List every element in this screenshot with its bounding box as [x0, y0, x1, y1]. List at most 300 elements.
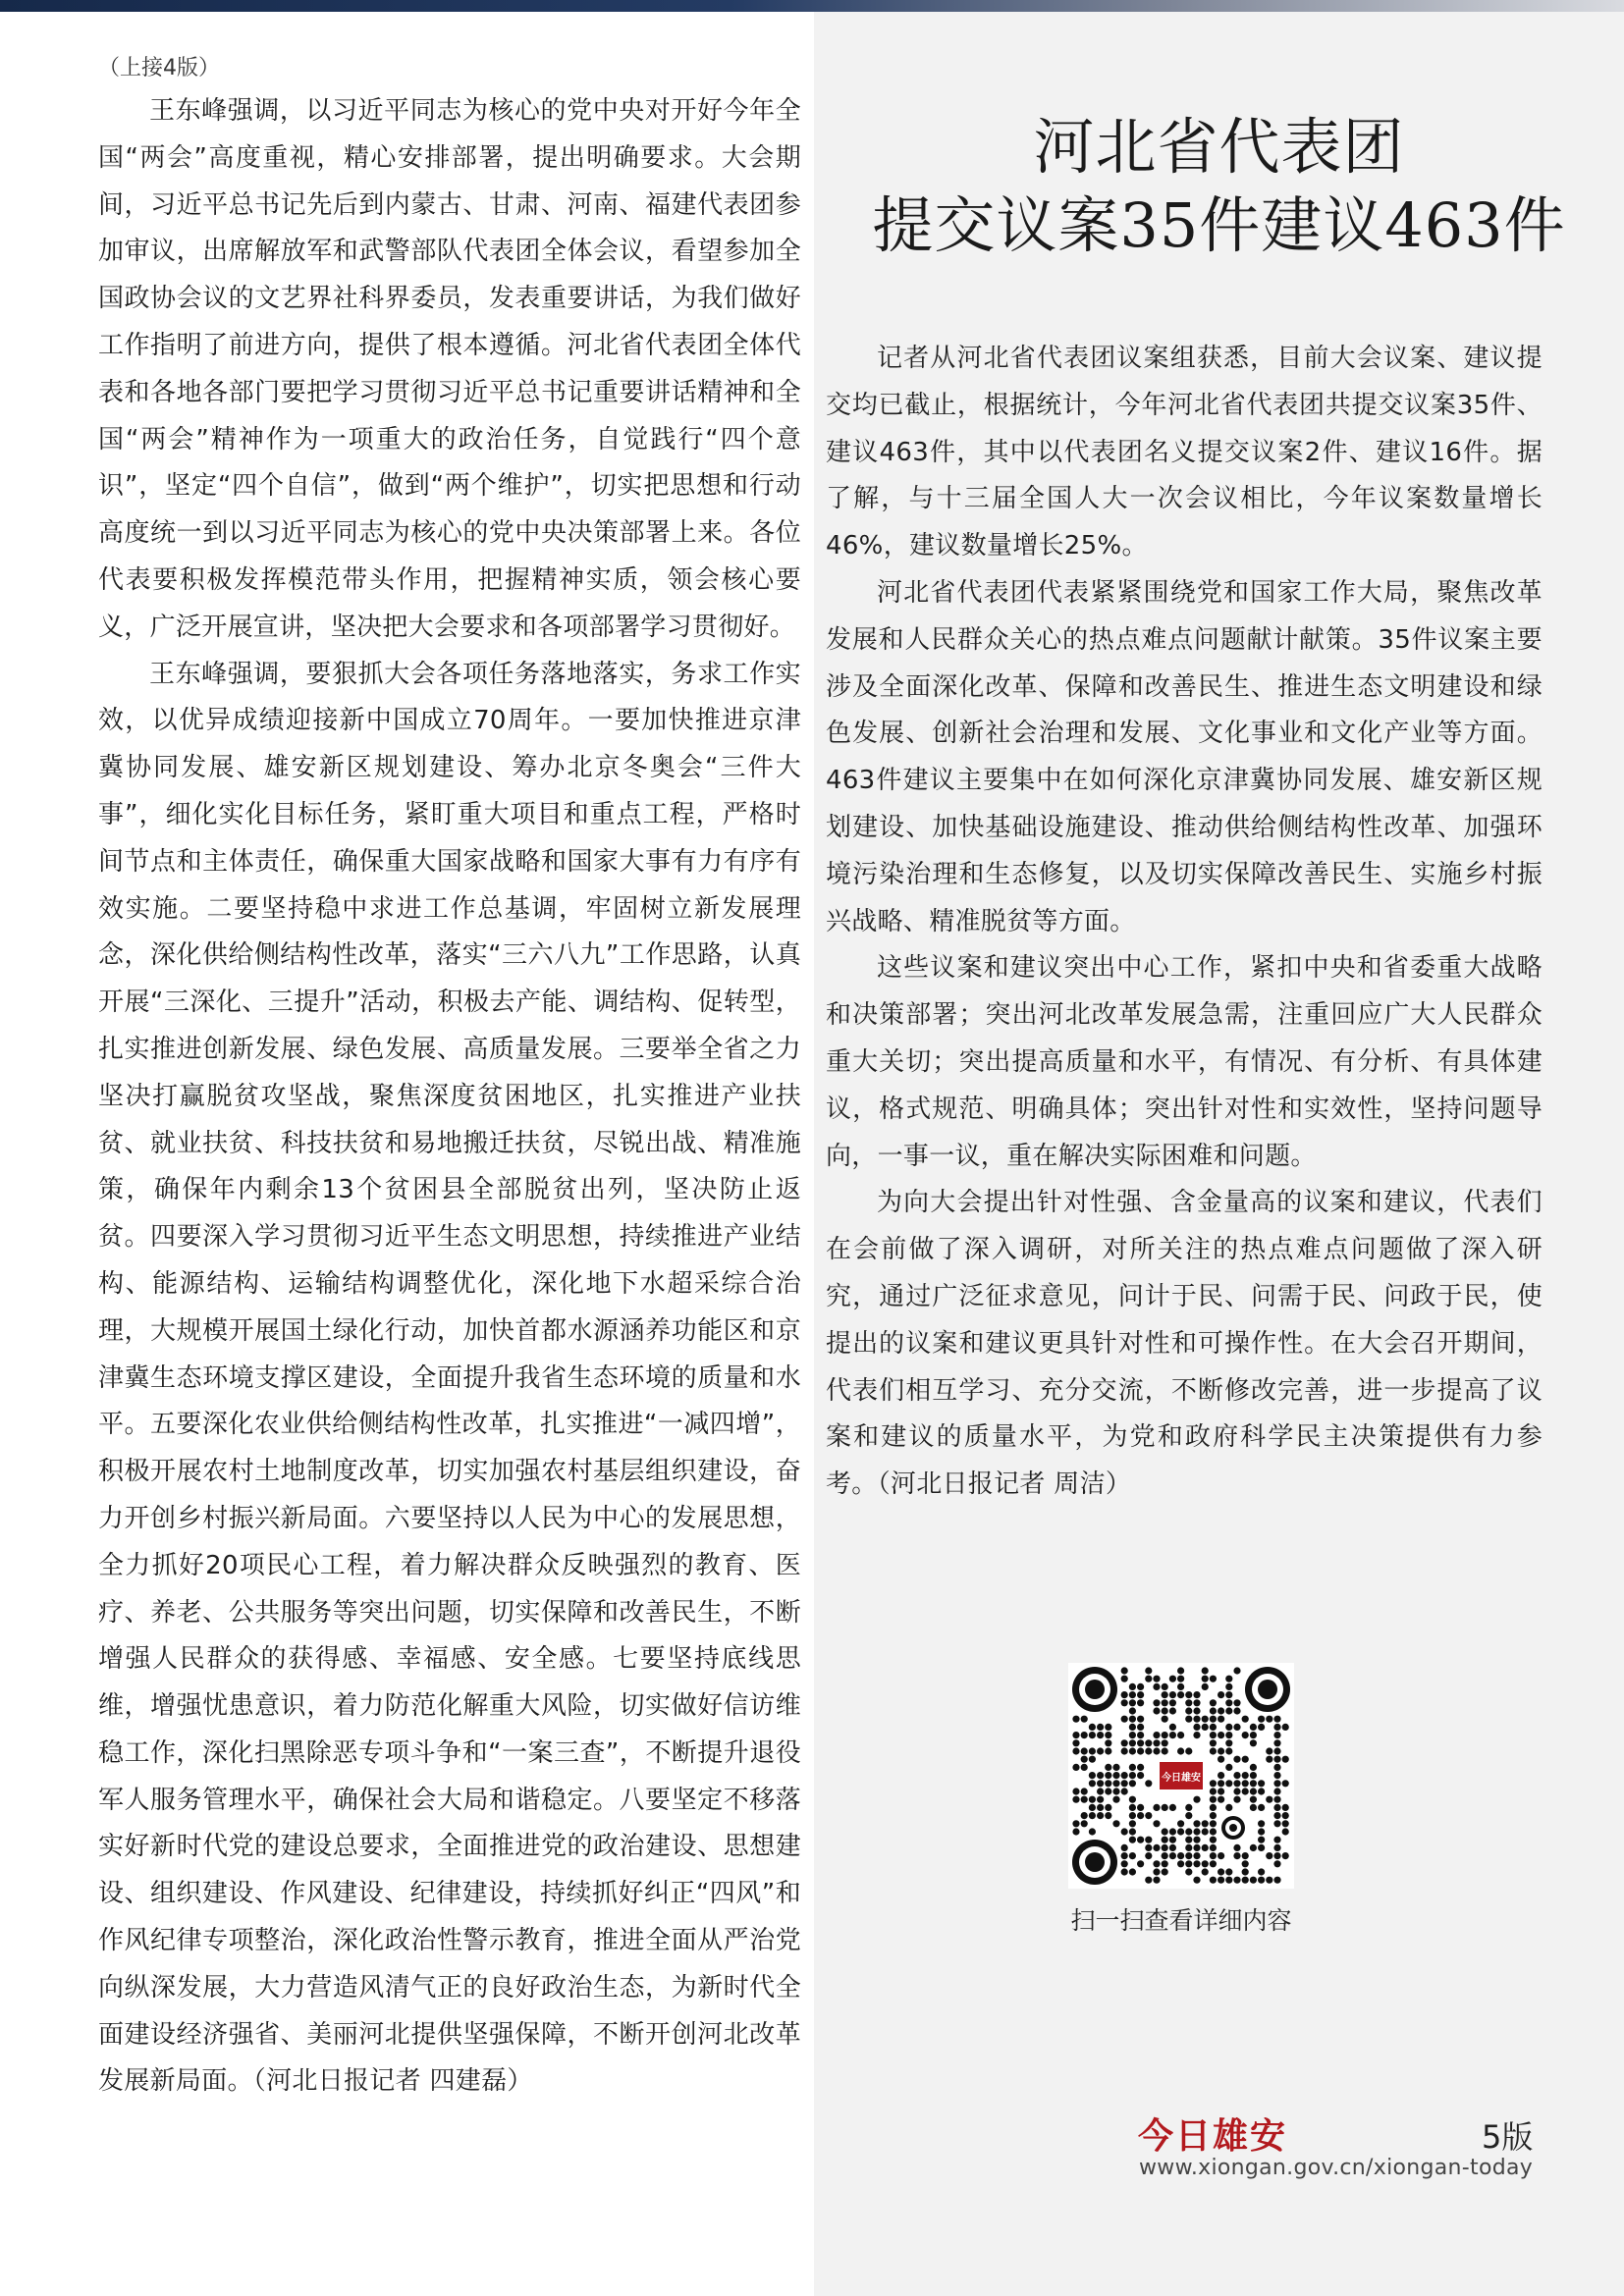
qr-module-dot: [1210, 1732, 1217, 1738]
right-paragraph-4: 为向大会提出针对性强、含金量高的议案和建议，代表们在会前做了深入调研，对所关注的热点难点问题做了深入研究，通过广泛征求意见，问计于民、问需于民、问政于民，使提出的议案和建议更具针对性和可操作性。在大会召开期间，代表们相互学习、充分交流，不断修改完善，进一步提高了议案和建议的质量水平，为党和政府科学民主决策提供有力参考。（河北日报记者 周洁）: [826, 1188, 1543, 1500]
qr-module-dot: [1273, 1812, 1280, 1819]
qr-module-dot: [1210, 1796, 1217, 1803]
qr-module-dot: [1129, 1828, 1136, 1835]
qr-module-dot: [1193, 1852, 1200, 1859]
qr-module-dot: [1210, 1820, 1217, 1827]
qr-module-dot: [1185, 1828, 1192, 1835]
qr-module-dot: [1097, 1780, 1104, 1787]
qr-module-dot: [1145, 1844, 1152, 1851]
qr-module-dot: [1218, 1691, 1224, 1698]
qr-module-dot: [1242, 1868, 1249, 1875]
qr-module-dot: [1193, 1828, 1200, 1835]
qr-module-dot: [1210, 1837, 1217, 1843]
right-article-panel: [814, 12, 1624, 2296]
qr-module-dot: [1242, 1788, 1249, 1794]
qr-module-dot: [1121, 1667, 1128, 1674]
qr-module-dot: [1112, 1820, 1119, 1827]
qr-module-dot: [1225, 1877, 1232, 1884]
qr-module-dot: [1162, 1691, 1168, 1698]
qr-module-dot: [1121, 1716, 1128, 1723]
qr-module-dot: [1177, 1691, 1184, 1698]
qr-module-dot: [1121, 1844, 1128, 1851]
qr-module-dot: [1193, 1877, 1200, 1884]
qr-module-dot: [1072, 1820, 1079, 1827]
qr-module-dot: [1137, 1837, 1144, 1843]
qr-module-dot: [1210, 1739, 1217, 1746]
qr-module-dot: [1089, 1804, 1096, 1811]
qr-module-dot: [1185, 1837, 1192, 1843]
right-paragraph-1: 记者从河北省代表团议案组获悉，目前大会议案、建议提交均已截止，根据统计，今年河北省代表团共提交议案35件、建议463件，其中以代表团名义提交议案2件、建议16件。据了解，与十三届全国人大一次会议相比，今年议案数量增长46%，建议数量增长25%。: [826, 344, 1543, 561]
qr-module-dot: [1177, 1732, 1184, 1738]
qr-module-dot: [1218, 1732, 1224, 1738]
qr-module-dot: [1081, 1716, 1088, 1723]
qr-module-dot: [1145, 1747, 1152, 1754]
qr-module-dot: [1233, 1788, 1240, 1794]
qr-module-dot: [1258, 1716, 1265, 1723]
qr-module-dot: [1193, 1732, 1200, 1738]
qr-module-dot: [1202, 1844, 1209, 1851]
qr-module-dot: [1273, 1724, 1280, 1731]
qr-module-dot: [1193, 1716, 1200, 1723]
qr-alignment-mark: [1221, 1816, 1245, 1840]
qr-module-dot: [1225, 1683, 1232, 1690]
qr-module-dot: [1089, 1732, 1096, 1738]
qr-code-graphic: [1068, 1663, 1294, 1889]
qr-module-dot: [1273, 1804, 1280, 1811]
headline-line-2: 提交议案35件建议463件: [872, 189, 1566, 261]
qr-module-dot: [1273, 1772, 1280, 1779]
qr-module-dot: [1218, 1716, 1224, 1723]
left-paragraph-1: 王东峰强调，以习近平同志为核心的党中央对开好今年全国“两会”高度重视，精心安排部署，提出明确要求。大会期间，习近平总书记先后到内蒙古、甘肃、河南、福建代表团参加审议，出席解放军和武警部队代表团全体会议，看望参加全国政协会议的文艺界社科界委员，发表重要讲话，为我们做好工作指明了前进方向，提供了根本遵循。河北省代表团全体代表和各地各部门要把学习贯彻习近平总书记重要讲话精神和全国“两会”精神作为一项重大的政治任务，自觉践行“四个意识”，坚定“四个自信”，做到“两个维护”，切实把思想和行动高度统一到以习近平同志为核心的党中央决策部署上来。各位代表要积极发挥模范带头作用，把握精神实质，领会核心要义，广泛开展宣讲，坚决把大会要求和各项部署学习贯彻好。: [98, 96, 801, 642]
qr-module-dot: [1145, 1812, 1152, 1819]
qr-module-dot: [1193, 1691, 1200, 1698]
qr-module-dot: [1193, 1844, 1200, 1851]
left-article-column: [98, 51, 801, 2106]
qr-module-dot: [1145, 1780, 1152, 1787]
qr-module-dot: [1210, 1852, 1217, 1859]
qr-module-dot: [1162, 1804, 1168, 1811]
qr-module-dot: [1145, 1676, 1152, 1682]
qr-module-dot: [1097, 1812, 1104, 1819]
qr-module-dot: [1105, 1804, 1111, 1811]
qr-module-dot: [1097, 1804, 1104, 1811]
qr-module-dot: [1202, 1828, 1209, 1835]
qr-module-dot: [1105, 1724, 1111, 1731]
qr-module-dot: [1273, 1716, 1280, 1723]
qr-module-dot: [1273, 1739, 1280, 1746]
qr-module-dot: [1193, 1724, 1200, 1731]
qr-module-dot: [1233, 1667, 1240, 1674]
qr-module-dot: [1112, 1772, 1119, 1779]
qr-module-dot: [1225, 1868, 1232, 1875]
qr-module-dot: [1218, 1756, 1224, 1763]
qr-module-dot: [1162, 1683, 1168, 1690]
qr-module-dot: [1210, 1724, 1217, 1731]
qr-module-dot: [1273, 1877, 1280, 1884]
qr-module-dot: [1105, 1739, 1111, 1746]
qr-module-dot: [1185, 1812, 1192, 1819]
qr-module-dot: [1153, 1732, 1160, 1738]
qr-module-dot: [1162, 1707, 1168, 1714]
qr-module-dot: [1258, 1868, 1265, 1875]
qr-module-dot: [1072, 1828, 1079, 1835]
qr-module-dot: [1242, 1860, 1249, 1867]
qr-module-dot: [1112, 1788, 1119, 1794]
qr-finder-top-right: [1245, 1667, 1290, 1712]
qr-module-dot: [1258, 1780, 1265, 1787]
qr-module-dot: [1258, 1820, 1265, 1827]
qr-module-dot: [1185, 1868, 1192, 1875]
qr-module-dot: [1162, 1732, 1168, 1738]
qr-module-dot: [1137, 1739, 1144, 1746]
qr-module-dot: [1129, 1683, 1136, 1690]
qr-module-dot: [1153, 1683, 1160, 1690]
qr-module-dot: [1105, 1780, 1111, 1787]
qr-module-dot: [1202, 1683, 1209, 1690]
qr-module-dot: [1266, 1756, 1272, 1763]
qr-module-dot: [1153, 1804, 1160, 1811]
qr-module-dot: [1177, 1828, 1184, 1835]
qr-module-dot: [1218, 1780, 1224, 1787]
qr-module-dot: [1282, 1812, 1289, 1819]
qr-module-dot: [1210, 1699, 1217, 1706]
qr-module-dot: [1202, 1820, 1209, 1827]
qr-module-dot: [1250, 1780, 1257, 1787]
qr-module-dot: [1225, 1804, 1232, 1811]
qr-module-dot: [1121, 1739, 1128, 1746]
qr-module-dot: [1177, 1747, 1184, 1754]
qr-module-dot: [1266, 1877, 1272, 1884]
qr-module-dot: [1177, 1667, 1184, 1674]
qr-module-dot: [1242, 1716, 1249, 1723]
qr-module-dot: [1121, 1772, 1128, 1779]
right-paragraph-3: 这些议案和建议突出中心工作，紧扣中央和省委重大战略和决策部署；突出河北改革发展急需，注重回应广大人民群众重大关切；突出提高质量和水平，有情况、有分析、有具体建议，格式规范、明确具体；突出针对性和实效性，坚持问题导向，一事一议，重在解决实际困难和问题。: [826, 953, 1543, 1171]
qr-module-dot: [1233, 1772, 1240, 1779]
qr-module-dot: [1169, 1732, 1176, 1738]
qr-module-dot: [1273, 1764, 1280, 1771]
qr-module-dot: [1153, 1676, 1160, 1682]
qr-module-dot: [1185, 1804, 1192, 1811]
qr-module-dot: [1169, 1707, 1176, 1714]
qr-module-dot: [1129, 1868, 1136, 1875]
qr-module-dot: [1137, 1699, 1144, 1706]
qr-module-dot: [1145, 1877, 1152, 1884]
qr-module-dot: [1282, 1852, 1289, 1859]
qr-module-dot: [1121, 1747, 1128, 1754]
top-color-bar: [0, 0, 1624, 12]
qr-module-dot: [1129, 1837, 1136, 1843]
qr-module-dot: [1137, 1716, 1144, 1723]
qr-module-dot: [1129, 1796, 1136, 1803]
qr-module-dot: [1162, 1828, 1168, 1835]
qr-module-dot: [1145, 1667, 1152, 1674]
qr-module-dot: [1185, 1852, 1192, 1859]
qr-module-dot: [1250, 1804, 1257, 1811]
qr-module-dot: [1250, 1764, 1257, 1771]
qr-module-dot: [1210, 1844, 1217, 1851]
qr-module-dot: [1225, 1707, 1232, 1714]
qr-module-dot: [1250, 1844, 1257, 1851]
qr-module-dot: [1105, 1732, 1111, 1738]
qr-module-dot: [1218, 1772, 1224, 1779]
qr-module-dot: [1153, 1868, 1160, 1875]
qr-module-dot: [1266, 1747, 1272, 1754]
qr-module-dot: [1273, 1788, 1280, 1794]
qr-module-dot: [1129, 1852, 1136, 1859]
qr-module-dot: [1233, 1796, 1240, 1803]
qr-module-dot: [1242, 1780, 1249, 1787]
qr-module-dot: [1225, 1724, 1232, 1731]
qr-module-dot: [1225, 1699, 1232, 1706]
qr-module-dot: [1089, 1780, 1096, 1787]
qr-module-dot: [1258, 1877, 1265, 1884]
qr-module-dot: [1162, 1852, 1168, 1859]
qr-module-dot: [1185, 1747, 1192, 1754]
website-url[interactable]: www.xiongan.gov.cn/xiongan-today: [1139, 2156, 1534, 2180]
qr-module-dot: [1169, 1699, 1176, 1706]
qr-module-dot: [1210, 1828, 1217, 1835]
qr-module-dot: [1273, 1732, 1280, 1738]
qr-module-dot: [1081, 1812, 1088, 1819]
continuation-note: （上接4版）: [98, 56, 220, 80]
qr-module-dot: [1162, 1747, 1168, 1754]
qr-center-logo: [1157, 1759, 1206, 1792]
qr-module-dot: [1233, 1780, 1240, 1787]
qr-module-dot: [1210, 1780, 1217, 1787]
qr-module-dot: [1193, 1796, 1200, 1803]
qr-module-dot: [1153, 1820, 1160, 1827]
qr-module-dot: [1273, 1780, 1280, 1787]
qr-module-dot: [1137, 1772, 1144, 1779]
qr-module-dot: [1169, 1828, 1176, 1835]
qr-module-dot: [1218, 1868, 1224, 1875]
qr-module-dot: [1089, 1747, 1096, 1754]
qr-module-dot: [1242, 1756, 1249, 1763]
qr-module-dot: [1273, 1756, 1280, 1763]
qr-module-dot: [1185, 1707, 1192, 1714]
qr-module-dot: [1112, 1796, 1119, 1803]
qr-module-dot: [1273, 1820, 1280, 1827]
qr-module-dot: [1233, 1844, 1240, 1851]
qr-module-dot: [1137, 1804, 1144, 1811]
qr-module-dot: [1081, 1820, 1088, 1827]
qr-module-dot: [1129, 1804, 1136, 1811]
qr-module-dot: [1105, 1788, 1111, 1794]
qr-module-dot: [1129, 1732, 1136, 1738]
qr-module-dot: [1072, 1716, 1079, 1723]
qr-module-dot: [1258, 1844, 1265, 1851]
qr-module-dot: [1273, 1852, 1280, 1859]
qr-module-dot: [1210, 1877, 1217, 1884]
qr-module-dot: [1242, 1732, 1249, 1738]
qr-module-dot: [1282, 1804, 1289, 1811]
qr-module-dot: [1162, 1716, 1168, 1723]
qr-code[interactable]: [1068, 1663, 1294, 1889]
qr-module-dot: [1225, 1732, 1232, 1738]
qr-module-dot: [1129, 1739, 1136, 1746]
qr-module-dot: [1218, 1796, 1224, 1803]
qr-module-dot: [1089, 1812, 1096, 1819]
qr-finder-top-left: [1072, 1667, 1117, 1712]
qr-module-dot: [1121, 1691, 1128, 1698]
qr-module-dot: [1162, 1844, 1168, 1851]
qr-module-dot: [1089, 1772, 1096, 1779]
qr-module-dot: [1145, 1739, 1152, 1746]
left-paragraph-2: 王东峰强调，要狠抓大会各项任务落地落实，务求工作实效，以优异成绩迎接新中国成立70周年。一要加快推进京津冀协同发展、雄安新区规划建设、筹办北京冬奥会“三件大事”，细化实化目标任务，紧盯重大项目和重点工程，严格时间节点和主体责任，确保重大国家战略和国家大事有力有序有效实施。二要坚持稳中求进工作总基调，牢固树立新发展理念，深化供给侧结构性改革，落实“三六八九”工作思路，认真开展“三深化、三提升”活动，积极去产能、调结构、促转型，扎实推进创新发展、绿色发展、高质量发展。三要举全省之力坚决打赢脱贫攻坚战，聚焦深度贫困地区，扎实推进产业扶贫、就业扶贫、科技扶贫和易地搬迁扶贫，尽锐出战、精准施策，确保年内剩余13个贫困县全部脱贫出列，坚决防止返贫。四要深入学习贯彻习近平生态文明思想，持续推进产业结构、能源结构、运输结构调整优化，深化地下水超采综合治理，大规模开展国土绿化行动，加快首都水源涵养功能区和京津冀生态环境支撑区建设，全面提升我省生态环境的质量和水平。五要深化农业供给侧结构性改革，扎实推进“一减四增”，积极开展农村土地制度改革，切实加强农村基层组织建设，奋力开创乡村振兴新局面。六要坚持以人民为中心的发展思想，全力抓好20项民心工程，着力解决群众反映强烈的教育、医疗、养老、公共服务等突出问题，切实保障和改善民生，不断增强人民群众的获得感、幸福感、安全感。七要坚持底线思维，增强忧患意识，着力防范化解重大风险，切实做好信访维稳工作，深化扫黑除恶专项斗争和“一案三查”，不断提升退役军人服务管理水平，确保社会大局和谐稳定。八要坚定不移落实好新时代党的建设总要求，全面推进党的政治建设、思想建设、组织建设、作风建设、纪律建设，持续抓好纠正“四风”和作风纪律专项整治，深化政治性警示教育，推进全面从严治党向纵深发展，大力营造风清气正的良好政治生态，为新时代全面建设经济强省、美丽河北提供坚强保障，不断开创河北改革发展新局面。（河北日报记者 四建磊）: [98, 659, 801, 2097]
qr-module-dot: [1258, 1804, 1265, 1811]
qr-module-dot: [1072, 1764, 1079, 1771]
qr-module-dot: [1266, 1716, 1272, 1723]
qr-module-dot: [1089, 1756, 1096, 1763]
qr-module-dot: [1121, 1852, 1128, 1859]
qr-module-dot: [1089, 1724, 1096, 1731]
qr-module-dot: [1162, 1837, 1168, 1843]
qr-module-dot: [1081, 1796, 1088, 1803]
qr-module-dot: [1169, 1691, 1176, 1698]
qr-module-dot: [1202, 1860, 1209, 1867]
qr-module-dot: [1089, 1828, 1096, 1835]
qr-module-dot: [1218, 1788, 1224, 1794]
qr-module-dot: [1105, 1747, 1111, 1754]
qr-module-dot: [1153, 1877, 1160, 1884]
qr-module-dot: [1258, 1724, 1265, 1731]
qr-module-dot: [1185, 1860, 1192, 1867]
qr-module-dot: [1233, 1699, 1240, 1706]
qr-module-dot: [1097, 1788, 1104, 1794]
qr-module-dot: [1258, 1788, 1265, 1794]
qr-module-dot: [1169, 1804, 1176, 1811]
qr-module-dot: [1105, 1772, 1111, 1779]
qr-module-dot: [1273, 1837, 1280, 1843]
qr-module-dot: [1121, 1676, 1128, 1682]
qr-module-dot: [1177, 1820, 1184, 1827]
headline-line-1: 河北省代表团: [1033, 111, 1405, 183]
qr-module-dot: [1153, 1747, 1160, 1754]
qr-module-dot: [1273, 1844, 1280, 1851]
qr-module-dot: [1258, 1828, 1265, 1835]
qr-module-dot: [1273, 1747, 1280, 1754]
qr-module-dot: [1225, 1739, 1232, 1746]
qr-module-dot: [1129, 1780, 1136, 1787]
qr-module-dot: [1233, 1707, 1240, 1714]
qr-module-dot: [1218, 1852, 1224, 1859]
qr-module-dot: [1193, 1707, 1200, 1714]
qr-module-dot: [1202, 1716, 1209, 1723]
qr-module-dot: [1137, 1691, 1144, 1698]
qr-module-dot: [1137, 1764, 1144, 1771]
qr-module-dot: [1210, 1812, 1217, 1819]
qr-module-dot: [1072, 1788, 1079, 1794]
qr-module-dot: [1250, 1877, 1257, 1884]
qr-module-dot: [1273, 1860, 1280, 1867]
qr-module-dot: [1282, 1724, 1289, 1731]
qr-module-dot: [1072, 1732, 1079, 1738]
qr-module-dot: [1129, 1699, 1136, 1706]
qr-module-dot: [1225, 1764, 1232, 1771]
qr-module-dot: [1081, 1756, 1088, 1763]
qr-module-dot: [1169, 1852, 1176, 1859]
left-article-body: [98, 88, 801, 2106]
qr-module-dot: [1162, 1860, 1168, 1867]
qr-module-dot: [1089, 1796, 1096, 1803]
qr-module-dot: [1112, 1780, 1119, 1787]
qr-module-dot: [1081, 1764, 1088, 1771]
qr-module-dot: [1162, 1739, 1168, 1746]
qr-module-dot: [1202, 1724, 1209, 1731]
qr-module-dot: [1202, 1676, 1209, 1682]
qr-module-dot: [1210, 1676, 1217, 1682]
qr-module-dot: [1250, 1724, 1257, 1731]
qr-module-dot: [1233, 1756, 1240, 1763]
qr-module-dot: [1121, 1780, 1128, 1787]
qr-module-dot: [1162, 1868, 1168, 1875]
qr-module-dot: [1072, 1739, 1079, 1746]
qr-module-dot: [1081, 1732, 1088, 1738]
qr-module-dot: [1250, 1732, 1257, 1738]
qr-module-dot: [1210, 1860, 1217, 1867]
qr-module-dot: [1210, 1804, 1217, 1811]
qr-module-dot: [1185, 1844, 1192, 1851]
qr-module-dot: [1225, 1747, 1232, 1754]
qr-module-dot: [1137, 1747, 1144, 1754]
qr-module-dot: [1210, 1716, 1217, 1723]
qr-module-dot: [1121, 1868, 1128, 1875]
qr-module-dot: [1225, 1780, 1232, 1787]
qr-module-dot: [1097, 1724, 1104, 1731]
qr-module-dot: [1258, 1837, 1265, 1843]
qr-module-dot: [1250, 1739, 1257, 1746]
qr-module-dot: [1153, 1707, 1160, 1714]
qr-module-dot: [1072, 1796, 1079, 1803]
qr-module-dot: [1097, 1747, 1104, 1754]
qr-module-dot: [1233, 1852, 1240, 1859]
qr-module-dot: [1242, 1772, 1249, 1779]
qr-module-dot: [1129, 1764, 1136, 1771]
qr-module-dot: [1121, 1828, 1128, 1835]
qr-module-dot: [1097, 1732, 1104, 1738]
qr-module-dot: [1137, 1860, 1144, 1867]
qr-module-dot: [1282, 1828, 1289, 1835]
qr-module-dot: [1137, 1724, 1144, 1731]
qr-module-dot: [1273, 1796, 1280, 1803]
qr-module-dot: [1202, 1868, 1209, 1875]
qr-module-dot: [1169, 1844, 1176, 1851]
qr-module-dot: [1129, 1691, 1136, 1698]
qr-module-dot: [1145, 1837, 1152, 1843]
qr-module-dot: [1282, 1780, 1289, 1787]
qr-module-dot: [1169, 1837, 1176, 1843]
qr-module-dot: [1233, 1877, 1240, 1884]
qr-module-dot: [1153, 1860, 1160, 1867]
qr-module-dot: [1169, 1724, 1176, 1731]
qr-module-dot: [1105, 1764, 1111, 1771]
qr-caption: 扫一扫查看详细内容: [1070, 1906, 1292, 1935]
qr-module-dot: [1177, 1676, 1184, 1682]
qr-module-dot: [1121, 1788, 1128, 1794]
qr-module-dot: [1137, 1812, 1144, 1819]
qr-module-dot: [1153, 1739, 1160, 1746]
qr-module-dot: [1177, 1860, 1184, 1867]
qr-module-dot: [1129, 1747, 1136, 1754]
qr-module-dot: [1185, 1691, 1192, 1698]
qr-module-dot: [1097, 1772, 1104, 1779]
qr-module-dot: [1137, 1732, 1144, 1738]
qr-module-dot: [1202, 1667, 1209, 1674]
qr-module-dot: [1218, 1877, 1224, 1884]
qr-module-dot: [1153, 1844, 1160, 1851]
qr-module-dot: [1129, 1772, 1136, 1779]
qr-module-dot: [1129, 1716, 1136, 1723]
